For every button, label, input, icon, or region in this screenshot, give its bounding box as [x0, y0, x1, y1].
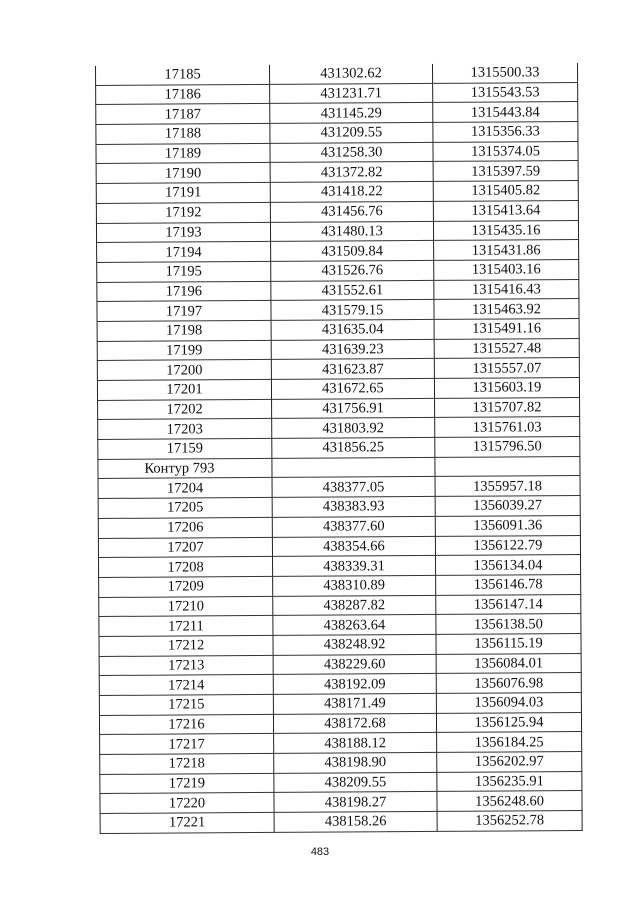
- point-number-cell: 17209: [99, 576, 273, 597]
- table-row: [98, 397, 580, 420]
- point-number-cell: 17159: [98, 438, 272, 459]
- table-row: [99, 633, 581, 656]
- y-coordinate-cell: 1315413.64: [433, 200, 578, 221]
- y-coordinate-cell: 1356125.94: [436, 712, 581, 733]
- table-row: [96, 82, 578, 105]
- table-row: [97, 338, 579, 361]
- x-coordinate-cell: 438383.93: [272, 497, 435, 518]
- point-number-cell: 17216: [99, 714, 273, 735]
- y-coordinate-cell: 1315557.07: [434, 358, 579, 379]
- x-coordinate-cell: 431302.62: [269, 64, 432, 84]
- x-coordinate-cell: 431480.13: [270, 221, 433, 242]
- point-number-cell: 17213: [99, 655, 273, 676]
- table-row: [100, 791, 582, 814]
- x-coordinate-cell: 431372.82: [270, 162, 433, 183]
- point-number-cell: 17208: [99, 557, 273, 578]
- table-row: [98, 417, 580, 440]
- section-empty-x: [272, 457, 435, 478]
- table-row: [99, 653, 581, 676]
- y-coordinate-cell: 1356094.03: [436, 693, 581, 714]
- x-coordinate-cell: 438198.90: [274, 752, 437, 773]
- y-coordinate-cell: 1356248.60: [437, 791, 582, 812]
- point-number-cell: 17195: [97, 261, 271, 282]
- point-number-cell: 17215: [99, 694, 273, 715]
- y-coordinate-cell: 1315397.59: [433, 161, 578, 182]
- table-row: [96, 161, 578, 184]
- x-coordinate-cell: 438354.66: [272, 536, 435, 557]
- table-row: [99, 555, 581, 578]
- x-coordinate-cell: 431756.91: [272, 398, 435, 419]
- table-row: [99, 614, 581, 637]
- point-number-cell: 17196: [97, 281, 271, 302]
- table-row: [98, 535, 580, 558]
- point-number-cell: 17211: [99, 616, 273, 637]
- point-number-cell: 17210: [99, 596, 273, 617]
- point-number-cell: 17191: [96, 183, 270, 204]
- table-row: [96, 141, 578, 164]
- y-coordinate-cell: 1356091.36: [435, 515, 580, 536]
- x-coordinate-cell: 438248.92: [273, 634, 436, 655]
- point-number-cell: 17194: [97, 242, 271, 263]
- point-number-cell: 17192: [96, 202, 270, 223]
- point-number-cell: 17206: [98, 517, 272, 538]
- coordinates-table: [95, 63, 583, 834]
- y-coordinate-cell: 1356235.91: [437, 771, 582, 792]
- coordinates-table-body: [95, 63, 582, 833]
- point-number-cell: 17202: [98, 399, 272, 420]
- table-row: [98, 437, 580, 460]
- table-row: [99, 693, 581, 716]
- point-number-cell: 17217: [100, 734, 274, 755]
- point-number-cell: 17199: [97, 340, 271, 361]
- table-row: [97, 259, 579, 282]
- y-coordinate-cell: 1315463.92: [434, 299, 579, 320]
- point-number-cell: 17207: [98, 537, 272, 558]
- x-coordinate-cell: 438192.09: [273, 674, 436, 695]
- y-coordinate-cell: 1315527.48: [434, 338, 579, 359]
- table-row: [96, 220, 578, 243]
- x-coordinate-cell: 438310.89: [273, 575, 436, 596]
- y-coordinate-cell: 1356147.14: [436, 594, 581, 615]
- x-coordinate-cell: 438287.82: [273, 595, 436, 616]
- y-coordinate-cell: 1315403.16: [434, 259, 579, 280]
- y-coordinate-cell: 1315435.16: [433, 220, 578, 241]
- point-number-cell: 17193: [96, 222, 270, 243]
- x-coordinate-cell: 438339.31: [273, 556, 436, 577]
- x-coordinate-cell: 438229.60: [273, 654, 436, 675]
- y-coordinate-cell: 1315761.03: [435, 417, 580, 438]
- x-coordinate-cell: 431552.61: [271, 280, 434, 301]
- x-coordinate-cell: 438377.60: [272, 516, 435, 537]
- point-number-cell: 17221: [100, 813, 274, 834]
- y-coordinate-cell: 1315374.05: [433, 141, 578, 162]
- y-coordinate-cell: 1356076.98: [436, 673, 581, 694]
- table-row: [97, 358, 579, 381]
- page-number: 483: [310, 846, 330, 858]
- y-coordinate-cell: 1315491.16: [434, 318, 579, 339]
- table-row: [98, 515, 580, 538]
- y-coordinate-cell: 1315416.43: [434, 279, 579, 300]
- point-number-cell: 17189: [96, 143, 270, 164]
- table-row: [99, 673, 581, 696]
- table-row: [99, 712, 581, 735]
- point-number-cell: 17185: [95, 65, 269, 85]
- y-coordinate-cell: 1356084.01: [436, 653, 581, 674]
- x-coordinate-cell: 431526.76: [271, 260, 434, 281]
- x-coordinate-cell: 438209.55: [274, 772, 437, 793]
- section-label: Контур 793: [98, 458, 272, 479]
- table-row: [100, 771, 582, 794]
- y-coordinate-cell: 1356138.50: [436, 614, 581, 635]
- point-number-cell: 17204: [98, 478, 272, 499]
- table-row: [97, 279, 579, 302]
- table-row: [96, 122, 578, 145]
- y-coordinate-cell: 1356202.97: [437, 752, 582, 773]
- y-coordinate-cell: 1315405.82: [433, 181, 578, 202]
- y-coordinate-cell: 1356115.19: [436, 633, 581, 654]
- section-empty-y: [435, 456, 580, 477]
- table-row: [100, 811, 582, 834]
- x-coordinate-cell: 431231.71: [270, 83, 433, 104]
- y-coordinate-cell: 1315431.86: [434, 240, 579, 261]
- table-row: [96, 102, 578, 125]
- y-coordinate-cell: 1356252.78: [437, 811, 582, 832]
- point-number-cell: 17200: [97, 360, 271, 381]
- table-row: [100, 732, 582, 755]
- x-coordinate-cell: 431209.55: [270, 122, 433, 143]
- table-row: [97, 378, 579, 401]
- x-coordinate-cell: 438158.26: [274, 812, 437, 833]
- x-coordinate-cell: 431639.23: [271, 339, 434, 360]
- x-coordinate-cell: 438198.27: [274, 792, 437, 813]
- x-coordinate-cell: 431509.84: [271, 241, 434, 262]
- table-row: [98, 476, 580, 499]
- x-coordinate-cell: 431672.65: [271, 378, 434, 399]
- point-number-cell: 17212: [99, 635, 273, 656]
- table-row: [99, 574, 581, 597]
- x-coordinate-cell: 438377.05: [272, 477, 435, 498]
- x-coordinate-cell: 431579.15: [271, 300, 434, 321]
- table-row: [100, 752, 582, 775]
- point-number-cell: 17190: [96, 163, 270, 184]
- table-row: [98, 496, 580, 519]
- x-coordinate-cell: 431803.92: [272, 418, 435, 439]
- x-coordinate-cell: 431145.29: [270, 103, 433, 124]
- point-number-cell: 17220: [100, 793, 274, 814]
- point-number-cell: 17197: [97, 301, 271, 322]
- x-coordinate-cell: 431258.30: [270, 142, 433, 163]
- y-coordinate-cell: 1315543.53: [433, 82, 578, 103]
- y-coordinate-cell: 1315796.50: [435, 437, 580, 458]
- point-number-cell: 17187: [96, 104, 270, 125]
- y-coordinate-cell: 1356134.04: [435, 555, 580, 576]
- y-coordinate-cell: 1356039.27: [435, 496, 580, 517]
- x-coordinate-cell: 431623.87: [271, 359, 434, 380]
- point-number-cell: 17198: [97, 320, 271, 341]
- table-row: [96, 200, 578, 223]
- point-number-cell: 17214: [99, 675, 273, 696]
- point-number-cell: 17219: [100, 773, 274, 794]
- table-row: [97, 240, 579, 263]
- x-coordinate-cell: 431635.04: [271, 319, 434, 340]
- y-coordinate-cell: 1315443.84: [433, 102, 578, 123]
- x-coordinate-cell: 438171.49: [273, 693, 436, 714]
- y-coordinate-cell: 1355957.18: [435, 476, 580, 497]
- point-number-cell: 17201: [97, 379, 271, 400]
- x-coordinate-cell: 438263.64: [273, 615, 436, 636]
- y-coordinate-cell: 1315707.82: [435, 397, 580, 418]
- x-coordinate-cell: 431456.76: [270, 201, 433, 222]
- table-row: [97, 299, 579, 322]
- y-coordinate-cell: 1315500.33: [432, 63, 577, 83]
- y-coordinate-cell: 1356184.25: [437, 732, 582, 753]
- point-number-cell: 17186: [96, 84, 270, 105]
- point-number-cell: 17188: [96, 123, 270, 144]
- x-coordinate-cell: 438172.68: [273, 713, 436, 734]
- y-coordinate-cell: 1356146.78: [436, 574, 581, 595]
- y-coordinate-cell: 1315603.19: [434, 378, 579, 399]
- y-coordinate-cell: 1315356.33: [433, 122, 578, 143]
- point-number-cell: 17205: [98, 498, 272, 519]
- x-coordinate-cell: 431418.22: [270, 182, 433, 203]
- x-coordinate-cell: 438188.12: [274, 733, 437, 754]
- table-row: [99, 594, 581, 617]
- x-coordinate-cell: 431856.25: [272, 437, 435, 458]
- table-row: [97, 318, 579, 341]
- table-row: [96, 181, 578, 204]
- y-coordinate-cell: 1356122.79: [435, 535, 580, 556]
- point-number-cell: 17203: [98, 419, 272, 440]
- point-number-cell: 17218: [100, 753, 274, 774]
